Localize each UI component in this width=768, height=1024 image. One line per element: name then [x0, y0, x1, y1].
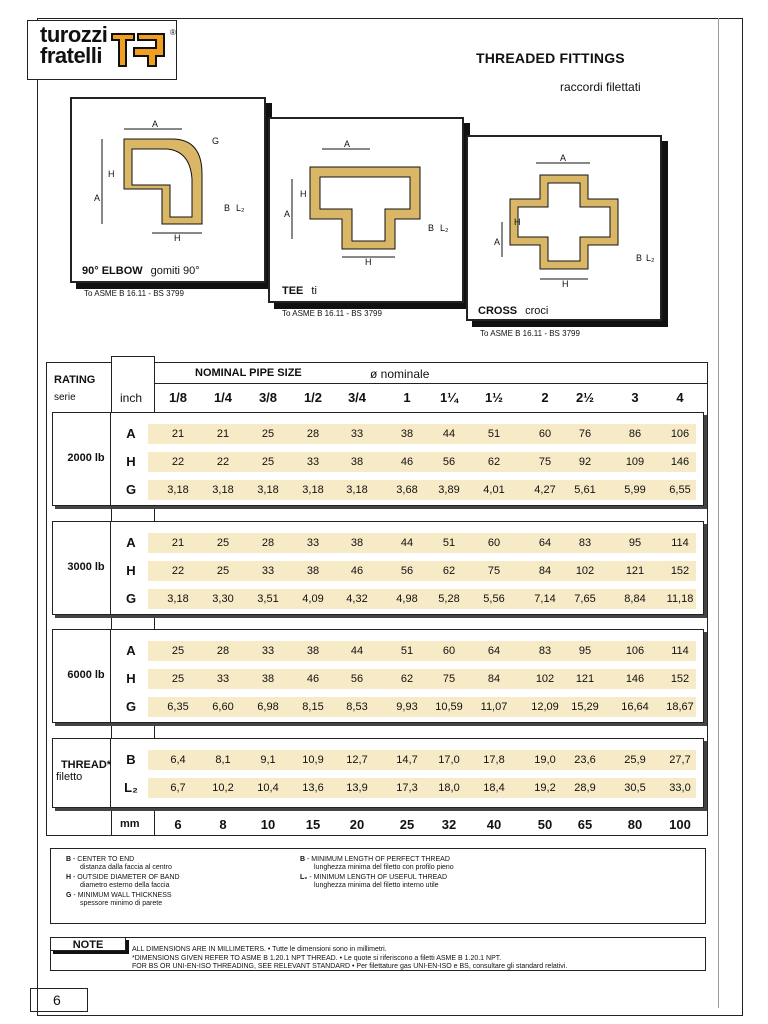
note-line: *DIMENSIONS GIVEN REFER TO ASME B 1.20.1 NPT THREAD. • Le quote si riferiscono a filetti ASME B 1.20.1 NPT. [132, 954, 502, 962]
table-cell: 75 [487, 565, 501, 577]
rating-label-2 [52, 669, 120, 681]
nominale-label: ø nominale [370, 367, 430, 381]
mm-value: 20 [349, 817, 365, 832]
table-cell: 3,18 [167, 484, 189, 496]
table-cell: 3,18 [346, 484, 368, 496]
elbow-drawing [72, 99, 264, 249]
table-cell: 56 [442, 456, 456, 468]
cross-drawing [468, 137, 660, 287]
table-cell: 6,98 [257, 701, 279, 713]
size-header: 1 [403, 390, 411, 405]
table-cell: 8,53 [346, 701, 368, 713]
table-cell: 10,4 [257, 782, 279, 794]
nominal-pipe-size-label: NOMINAL PIPE SIZE [195, 367, 302, 379]
table-cell: 38 [350, 537, 364, 549]
table-cell: 17,0 [438, 754, 460, 766]
table-cell: 51 [487, 428, 501, 440]
table-cell: 17,3 [396, 782, 418, 794]
table-cell: 28 [306, 428, 320, 440]
legend-it: lunghezza minima del filetto interno utile [314, 882, 439, 889]
svg-text:H: H [174, 233, 181, 243]
table-cell: 46 [306, 673, 320, 685]
svg-text:H: H [300, 189, 307, 199]
mm-value: 15 [305, 817, 321, 832]
svg-text:A: A [152, 119, 159, 129]
logo-line1: turozzi [40, 22, 108, 47]
table-cell: 64 [487, 645, 501, 657]
svg-text:H: H [108, 169, 115, 179]
legend-key: G [66, 892, 72, 899]
serie-label: serie [54, 392, 76, 403]
rating-value: 3000 lb [67, 561, 105, 573]
row-key: H [126, 454, 136, 469]
table-cell: 62 [442, 565, 456, 577]
table-cell: 28 [216, 645, 230, 657]
margin-line [718, 18, 719, 1008]
rating-label-1 [52, 561, 120, 573]
table-cell: 4,09 [302, 593, 324, 605]
row-key: A [126, 426, 136, 441]
legend-it: lunghezza minima del filetto con profilo pieno [314, 864, 454, 871]
table-cell: 51 [442, 537, 456, 549]
table-cell: 22 [171, 456, 185, 468]
table-cell: 6,7 [170, 782, 186, 794]
svg-text:H: H [562, 279, 569, 287]
table-cell: 60 [487, 537, 501, 549]
table-cell: 62 [487, 456, 501, 468]
table-cell: 33 [261, 565, 275, 577]
mm-value: 50 [537, 817, 553, 832]
table-cell: 13,9 [346, 782, 368, 794]
table-cell: 38 [261, 673, 275, 685]
table-cell: 5,56 [483, 593, 505, 605]
table-cell: 25 [171, 645, 185, 657]
table-cell: 3,18 [212, 484, 234, 496]
table-cell: 33,0 [669, 782, 691, 794]
size-header: 1/2 [303, 390, 323, 405]
legend-key: B [66, 856, 72, 863]
legend-en: OUTSIDE DIAMETER OF BAND [77, 874, 180, 881]
table-cell: 75 [538, 456, 552, 468]
mm-value: 100 [669, 817, 691, 832]
table-cell: 21 [171, 428, 185, 440]
legend-item: B - CENTER TO END distanza dalla faccia al centro [66, 856, 172, 871]
page-number: 6 [30, 988, 88, 1012]
logo-line2: fratelli [40, 43, 103, 68]
table-cell: 75 [442, 673, 456, 685]
table-cell: 95 [628, 537, 642, 549]
table-cell: 25,9 [624, 754, 646, 766]
table-cell: 3,30 [212, 593, 234, 605]
table-cell: 102 [535, 673, 555, 685]
table-cell: 6,55 [669, 484, 691, 496]
legend-key: B [300, 856, 306, 863]
row-key: L₂ [124, 780, 138, 795]
table-cell: 12,7 [346, 754, 368, 766]
table-cell: 9,1 [260, 754, 276, 766]
rating-label-3 [52, 759, 120, 783]
mm-value: 8 [219, 817, 227, 832]
table-cell: 23,6 [574, 754, 596, 766]
mm-value: 32 [441, 817, 457, 832]
size-header: 2 [541, 390, 549, 405]
table-cell: 152 [670, 673, 690, 685]
table-cell: 121 [575, 673, 595, 685]
table-cell: 46 [350, 565, 364, 577]
table-cell: 12,09 [531, 701, 559, 713]
table-cell: 19,2 [534, 782, 556, 794]
table-cell: 8,15 [302, 701, 324, 713]
table-cell: 7,14 [534, 593, 556, 605]
table-cell: 33 [216, 673, 230, 685]
table-cell: 11,18 [666, 593, 694, 605]
table-cell: 15,29 [571, 701, 599, 713]
legend-it: spessore minimo di parete [80, 900, 163, 907]
elbow-card [70, 97, 266, 283]
table-cell: 33 [306, 537, 320, 549]
table-cell: 17,8 [483, 754, 505, 766]
row-key: A [126, 535, 136, 550]
svg-text:H: H [514, 217, 521, 227]
row-key: G [125, 591, 137, 606]
table-cell: 92 [578, 456, 592, 468]
table-cell: 83 [538, 645, 552, 657]
table-cell: 30,5 [624, 782, 646, 794]
svg-text:L₂: L₂ [646, 253, 655, 263]
table-cell: 28 [261, 537, 275, 549]
legend-key: H [66, 874, 72, 881]
legend-it: distanza dalla faccia al centro [80, 864, 172, 871]
tee-standard: To ASME B 16.11 - BS 3799 [282, 309, 382, 318]
table-cell: 33 [306, 456, 320, 468]
mm-value: 10 [260, 817, 276, 832]
table-cell: 84 [487, 673, 501, 685]
svg-text:H: H [365, 257, 372, 267]
table-cell: 10,2 [212, 782, 234, 794]
table-cell: 44 [350, 645, 364, 657]
legend-item: L₂ - MINIMUM LENGTH OF USEFUL THREAD lunghezza minima del filetto interno utile [300, 874, 448, 889]
table-cell: 33 [261, 645, 275, 657]
tee-card [268, 117, 464, 303]
table-cell: 33 [350, 428, 364, 440]
table-cell: 25 [261, 456, 275, 468]
cross-standard: To ASME B 16.11 - BS 3799 [480, 329, 580, 338]
table-cell: 46 [400, 456, 414, 468]
mm-label: mm [120, 818, 140, 830]
table-cell: 109 [625, 456, 645, 468]
rating-label-0 [52, 452, 120, 464]
row-key: H [126, 563, 136, 578]
table-cell: 44 [400, 537, 414, 549]
size-header: 4 [676, 390, 684, 405]
table-cell: 102 [575, 565, 595, 577]
size-header: 1/8 [168, 390, 188, 405]
table-cell: 5,99 [624, 484, 646, 496]
legend-en: CENTER TO END [77, 856, 135, 863]
table-cell: 62 [400, 673, 414, 685]
table-cell: 76 [578, 428, 592, 440]
registered-mark: ® [170, 28, 176, 37]
table-cell: 38 [400, 428, 414, 440]
svg-text:L₂: L₂ [236, 203, 245, 213]
table-cell: 60 [538, 428, 552, 440]
svg-text:G: G [212, 136, 220, 146]
table-cell: 27,7 [669, 754, 691, 766]
table-cell: 60 [442, 645, 456, 657]
table-cell: 3,18 [167, 593, 189, 605]
svg-text:B: B [636, 253, 643, 263]
table-cell: 44 [442, 428, 456, 440]
legend-item: H - OUTSIDE DIAMETER OF BAND diametro esterno della faccia [66, 874, 180, 889]
rating-value: THREAD* [60, 759, 112, 771]
legend-en: MINIMUM LENGTH OF PERFECT THREAD [311, 856, 450, 863]
table-cell: 3,51 [257, 593, 279, 605]
mm-value: 40 [486, 817, 502, 832]
inch-label: inch [120, 391, 143, 405]
row-key: B [126, 752, 136, 767]
table-cell: 3,68 [396, 484, 418, 496]
table-cell: 64 [538, 537, 552, 549]
table-cell: 9,93 [396, 701, 418, 713]
row-key: H [126, 671, 136, 686]
row-key: G [125, 699, 137, 714]
table-cell: 4,01 [483, 484, 505, 496]
tee-drawing [270, 119, 462, 269]
table-cell: 8,1 [215, 754, 231, 766]
svg-text:A: A [94, 193, 101, 203]
table-cell: 8,84 [624, 593, 646, 605]
table-cell: 86 [628, 428, 642, 440]
svg-text:B: B [224, 203, 231, 213]
table-cell: 6,35 [167, 701, 189, 713]
svg-text:A: A [344, 139, 351, 149]
size-header: 1½ [484, 390, 504, 405]
table-cell: 25 [261, 428, 275, 440]
legend-key: L₂ [300, 874, 308, 881]
note-label: NOTE [50, 937, 126, 951]
table-cell: 106 [670, 428, 690, 440]
table-cell: 5,28 [438, 593, 460, 605]
legend-item: G - MINIMUM WALL THICKNESS spessore minimo di parete [66, 892, 172, 907]
table-cell: 95 [578, 645, 592, 657]
table-cell: 10,59 [435, 701, 463, 713]
table-cell: 14,7 [396, 754, 418, 766]
table-cell: 3,18 [257, 484, 279, 496]
mm-value: 65 [577, 817, 593, 832]
legend-item: B - MINIMUM LENGTH OF PERFECT THREAD lunghezza minima del filetto con profilo pieno [300, 856, 454, 871]
cross-name: CROSS croci [478, 305, 549, 317]
table-cell: 5,61 [574, 484, 596, 496]
table-cell: 38 [306, 645, 320, 657]
size-header: 1¼ [439, 390, 459, 405]
table-cell: 25 [216, 537, 230, 549]
table-cell: 56 [400, 565, 414, 577]
table-cell: 18,0 [438, 782, 460, 794]
table-cell: 22 [171, 565, 185, 577]
mm-value: 6 [174, 817, 182, 832]
table-cell: 16,64 [621, 701, 649, 713]
cross-card [466, 135, 662, 321]
row-key: G [125, 482, 137, 497]
logo-mark-icon [108, 26, 168, 72]
table-cell: 13,6 [302, 782, 324, 794]
note-line: ALL DIMENSIONS ARE IN MILLIMETERS. • Tutte le dimensioni sono in millimetri. [132, 946, 387, 953]
svg-text:A: A [284, 209, 291, 219]
table-cell: 146 [625, 673, 645, 685]
note-line: FOR BS OR UNI-EN-ISO THREADING, SEE RELEVANT STANDARD • Per filettature gas UNI-EN-ISO e BS, consultare gli standard relativi. [132, 963, 568, 970]
elbow-name: 90° ELBOW gomiti 90° [82, 265, 200, 277]
table-cell: 3,89 [438, 484, 460, 496]
elbow-standard: To ASME B 16.11 - BS 3799 [84, 289, 184, 298]
table-cell: 6,60 [212, 701, 234, 713]
svg-text:B: B [428, 223, 435, 233]
header-rule [155, 383, 708, 384]
table-cell: 4,98 [396, 593, 418, 605]
rating-label: RATING [54, 374, 96, 386]
table-cell: 106 [625, 645, 645, 657]
table-cell: 4,27 [534, 484, 556, 496]
table-cell: 56 [350, 673, 364, 685]
legend-en: MINIMUM WALL THICKNESS [77, 892, 172, 899]
size-header: 3/8 [258, 390, 278, 405]
size-header: 3/4 [347, 390, 367, 405]
mm-value: 80 [627, 817, 643, 832]
table-cell: 6,4 [170, 754, 186, 766]
size-header: 1/4 [213, 390, 233, 405]
table-cell: 18,4 [483, 782, 505, 794]
legend-en: MINIMUM LENGTH OF USEFUL THREAD [313, 874, 448, 881]
table-cell: 10,9 [302, 754, 324, 766]
table-cell: 51 [400, 645, 414, 657]
row-key: A [126, 643, 136, 658]
size-header: 3 [631, 390, 639, 405]
table-cell: 38 [350, 456, 364, 468]
table-cell: 38 [306, 565, 320, 577]
page-subtitle: raccordi filettati [560, 80, 641, 94]
table-cell: 28,9 [574, 782, 596, 794]
table-cell: 146 [670, 456, 690, 468]
rating-value: 2000 lb [67, 452, 105, 464]
table-cell: 114 [671, 645, 689, 657]
table-cell: 3,18 [302, 484, 324, 496]
table-cell: 21 [171, 537, 185, 549]
svg-text:L₂: L₂ [440, 223, 449, 233]
table-cell: 114 [671, 537, 689, 549]
table-cell: 18,67 [666, 701, 694, 713]
table-cell: 19,0 [534, 754, 556, 766]
rating-sublabel: filetto [56, 771, 83, 783]
table-cell: 25 [171, 673, 185, 685]
table-cell: 21 [216, 428, 230, 440]
table-cell: 84 [538, 565, 552, 577]
table-cell: 7,65 [574, 593, 596, 605]
table-cell: 22 [216, 456, 230, 468]
table-cell: 25 [216, 565, 230, 577]
size-header: 2½ [575, 390, 595, 405]
mm-value: 25 [399, 817, 415, 832]
svg-text:A: A [494, 237, 501, 247]
page-title: THREADED FITTINGS [476, 50, 625, 66]
rating-value: 6000 lb [67, 669, 105, 681]
legend-it: diametro esterno della faccia [80, 882, 170, 889]
svg-text:A: A [560, 153, 567, 163]
table-cell: 11,07 [480, 701, 508, 713]
table-cell: 152 [670, 565, 690, 577]
table-cell: 83 [578, 537, 592, 549]
table-cell: 4,32 [346, 593, 368, 605]
tee-name: TEE ti [282, 285, 317, 297]
table-cell: 121 [625, 565, 645, 577]
note-text [132, 946, 567, 972]
logo-text [40, 24, 107, 66]
